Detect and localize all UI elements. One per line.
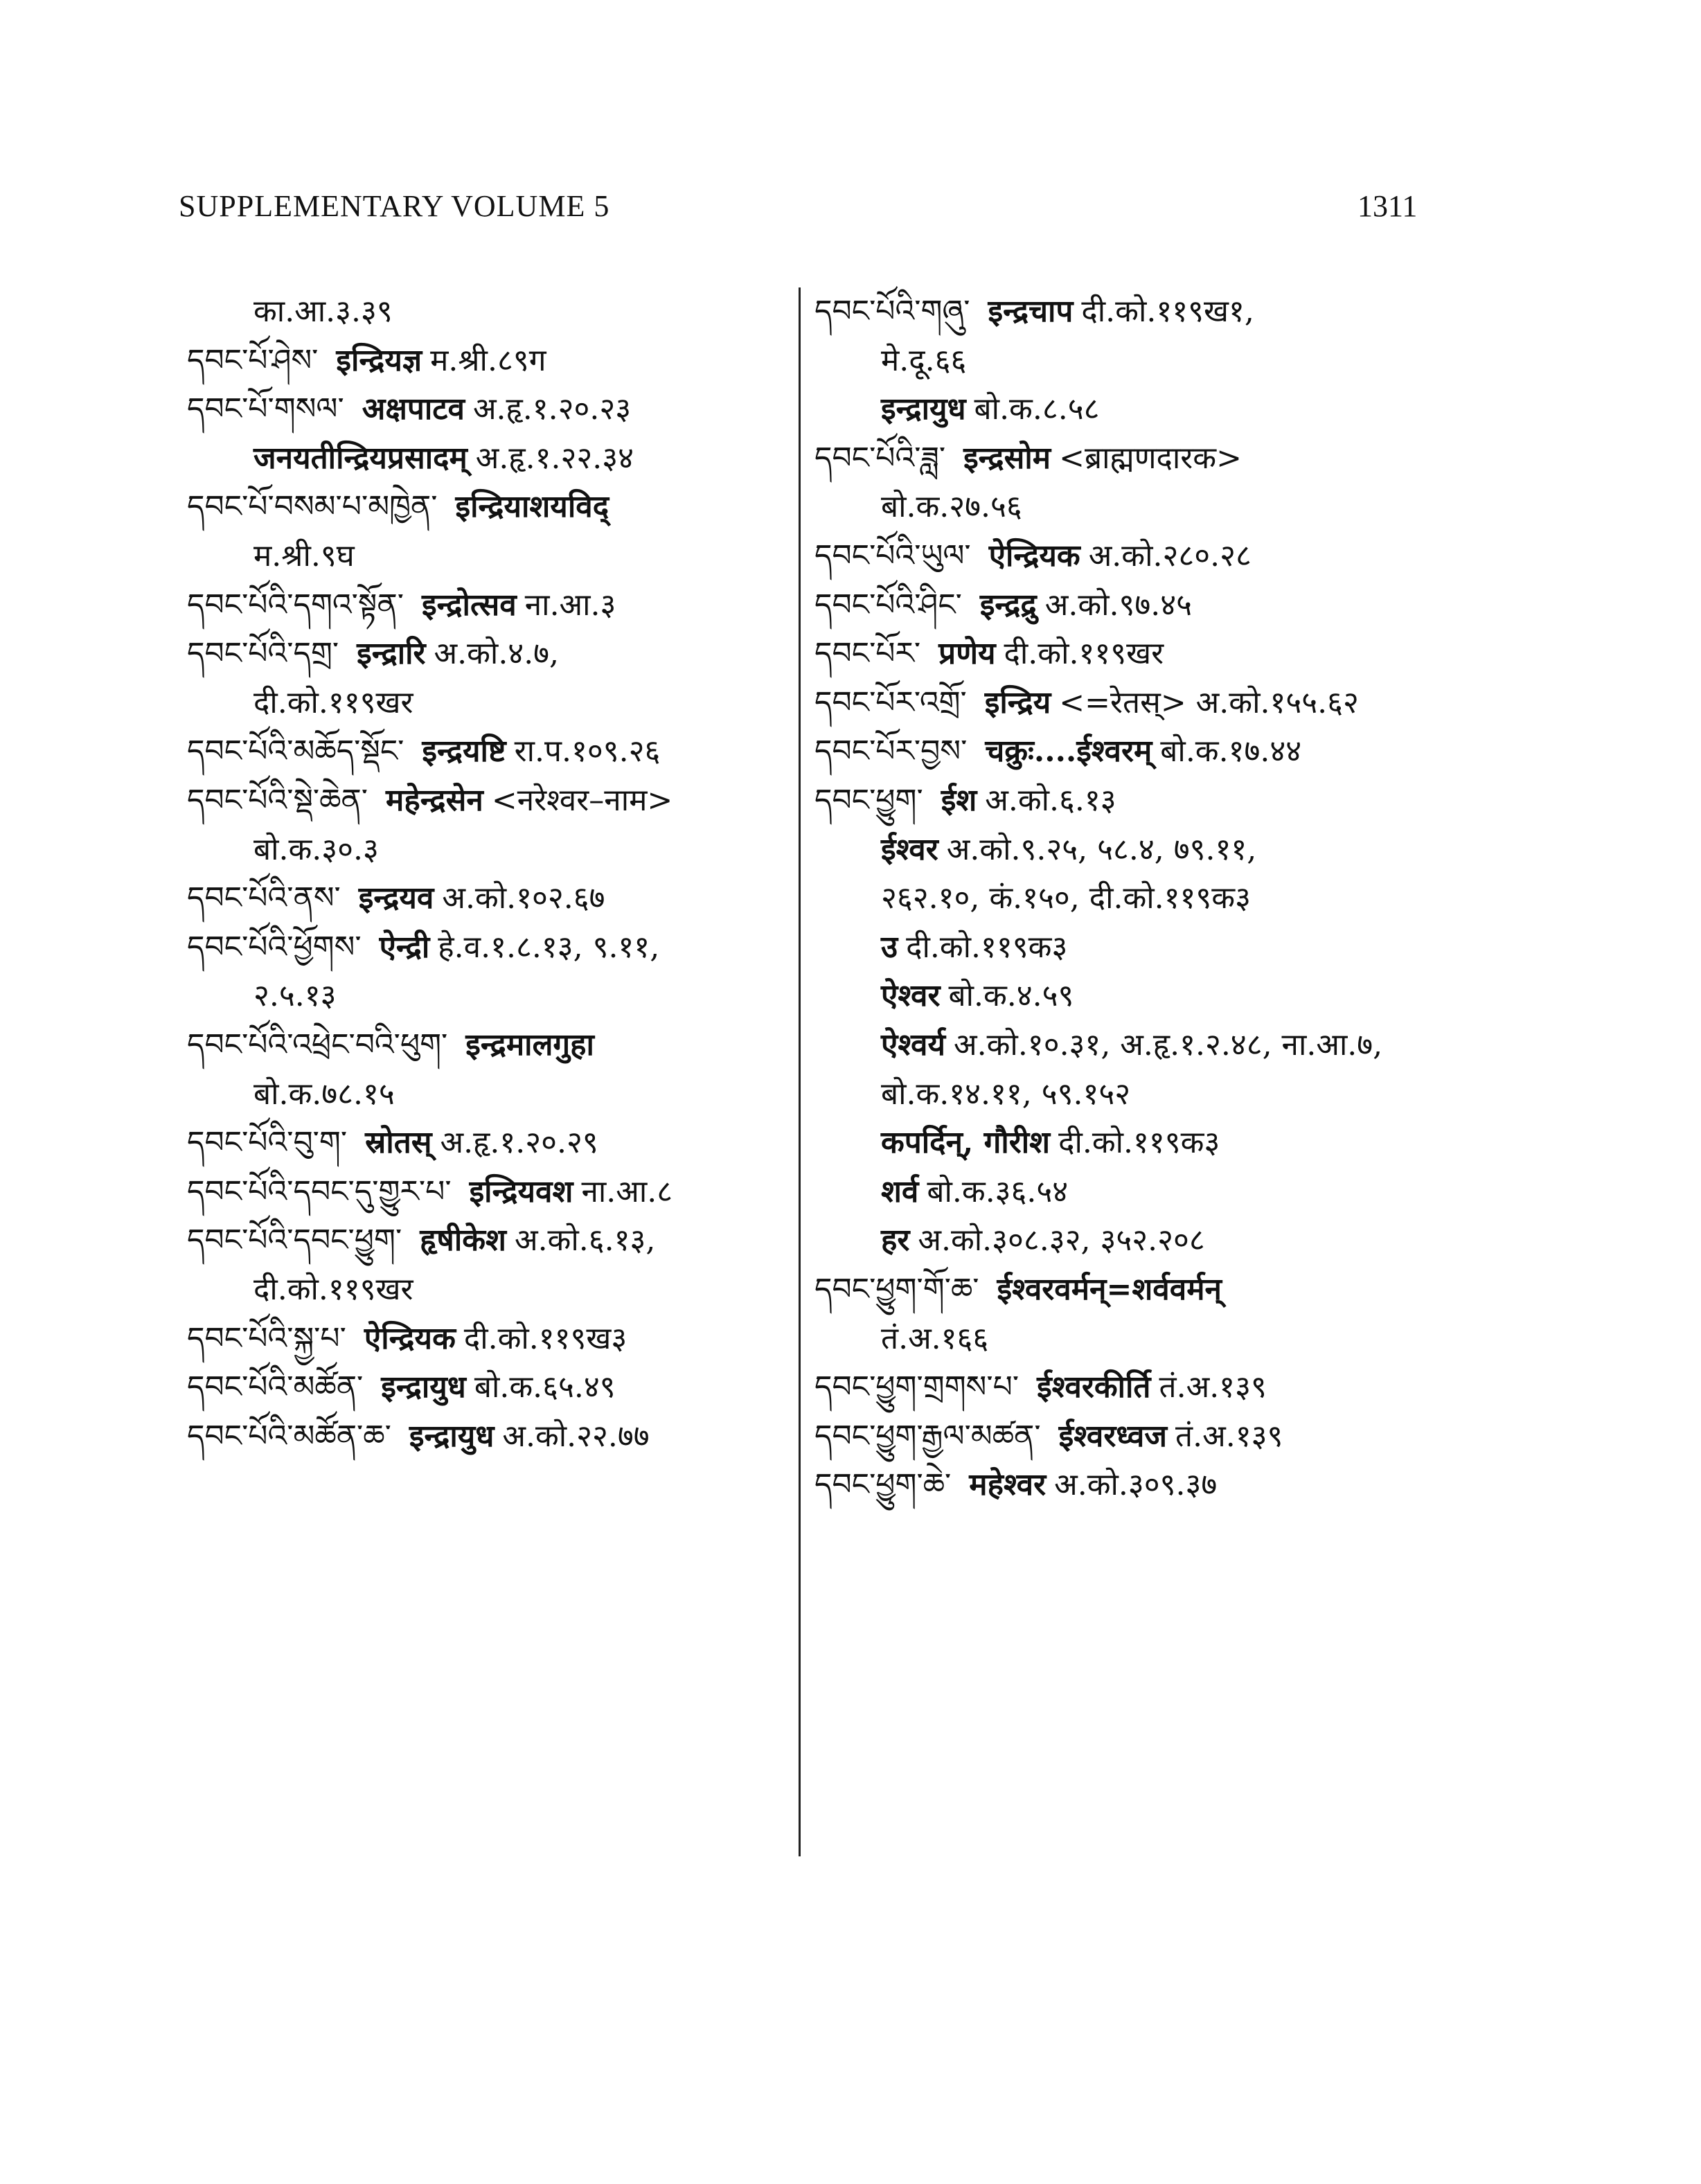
- entry-line: [814, 291, 1254, 332]
- tibetan-headword: དབང་ཕྱུག་: [814, 783, 923, 818]
- tibetan-headword: དབང་པོའི་སྐྱ་པ་: [187, 1321, 346, 1356]
- source-reference: बो.क.२७.५६: [881, 489, 1022, 524]
- source-reference: बो.क.८.५८: [974, 391, 1100, 427]
- sanskrit-equivalent: ऐश्वर्य: [881, 1027, 946, 1063]
- entry-line: [187, 1318, 627, 1360]
- entry-line: [253, 829, 379, 871]
- sanskrit-equivalent: ईश्वरवर्मन्=शर्ववर्मन्: [997, 1272, 1222, 1307]
- entry-line: [881, 975, 1074, 1017]
- source-reference: अ.को.२८०.२८: [1088, 538, 1252, 574]
- tibetan-headword: དབང་པོའི་དགྲ་: [187, 636, 339, 671]
- source-reference: बो.क.३०.३: [253, 832, 379, 867]
- entry-line: [881, 1074, 1130, 1115]
- sanskrit-equivalent: ईश: [941, 783, 977, 818]
- entry-line: [814, 535, 1252, 577]
- source-reference: <ब्राह्मणदारक>: [1059, 441, 1242, 476]
- tibetan-headword: དབང་པོའི་སྡེ་ཆེན་: [187, 783, 368, 818]
- tibetan-headword: དབང་ཕྱུག་རྒྱལ་མཚན་: [814, 1419, 1041, 1454]
- entry-line: [881, 1318, 988, 1360]
- tibetan-headword: དབང་པོའི་འཕྲེང་བའི་ཕུག་: [187, 1027, 448, 1063]
- source-reference: दी.को.११९खर: [253, 685, 413, 720]
- tibetan-headword: དབང་པོ་བསམ་པ་མཁྱེན་: [187, 489, 438, 524]
- entry-line: [253, 1074, 395, 1115]
- source-reference: का.आ.३.३९: [253, 294, 393, 329]
- source-reference: दी.को.११९ख१,: [1081, 294, 1254, 329]
- entry-line: [881, 1122, 1220, 1164]
- source-reference: २.५.१३: [253, 978, 337, 1013]
- entry-line: [187, 1171, 673, 1213]
- sanskrit-equivalent: इन्द्रद्रु: [979, 587, 1037, 623]
- tibetan-headword: དབང་པོར་: [814, 636, 921, 671]
- sanskrit-equivalent: हर: [881, 1223, 910, 1258]
- entry-line: [253, 438, 634, 479]
- source-reference: अ.हृ.१.२०.२३: [472, 391, 632, 427]
- entry-line: [881, 486, 1022, 528]
- source-reference: बो.क.१४.११, ५९.१५२: [881, 1076, 1131, 1112]
- tibetan-headword: དབང་ཕྱུག་ཆེ་: [814, 1467, 952, 1502]
- sanskrit-equivalent: ऐन्द्रियक: [988, 538, 1080, 574]
- tibetan-headword: དབང་པོའི་མཚོན་: [187, 1369, 364, 1405]
- tibetan-headword: དབང་པོའི་ཤིང་: [814, 587, 962, 623]
- source-reference: अ.हृ.१.२२.३४: [475, 441, 634, 476]
- entry-line: [881, 829, 1256, 871]
- tibetan-headword: དབང་པོའི་ནས་: [187, 880, 341, 916]
- source-reference: अ.को.९७.४५: [1044, 587, 1193, 623]
- source-reference: बो.क.४.५९: [948, 978, 1074, 1013]
- source-reference: <नरेश्वर–नाम>: [491, 783, 673, 818]
- sanskrit-equivalent: इन्द्रायुध: [381, 1369, 466, 1405]
- entry-line: [253, 535, 355, 577]
- tibetan-headword: དབང་པོའི་དབང་ཕྱུག་: [187, 1223, 402, 1258]
- tibetan-headword: དབང་ཕྱུག་གྲགས་པ་: [814, 1369, 1019, 1405]
- sanskrit-equivalent: ईश्वर: [881, 832, 938, 867]
- source-reference: <=रेतस्> अ.को.१५५.६२: [1059, 685, 1359, 720]
- source-reference: तं.अ.१३९: [1175, 1419, 1283, 1454]
- sanskrit-equivalent: इन्द्रायुध: [409, 1419, 495, 1454]
- source-reference: तं.अ.१३९: [1159, 1369, 1267, 1405]
- tibetan-headword: དབང་པོའི་གཞུ་: [814, 294, 970, 329]
- sanskrit-equivalent: इन्द्रारि: [357, 636, 426, 671]
- sanskrit-equivalent: ऐश्वर: [881, 978, 941, 1013]
- entry-line: [814, 731, 1301, 772]
- sanskrit-equivalent: इन्द्रियवश: [469, 1174, 573, 1209]
- source-reference: अ.को.६.१३: [985, 783, 1116, 818]
- sanskrit-equivalent: ईश्वरध्वज: [1058, 1419, 1168, 1454]
- entry-line: [814, 633, 1164, 675]
- source-reference: बो.क.१७.४४: [1160, 734, 1302, 769]
- entry-line: [814, 1367, 1267, 1408]
- tibetan-headword: དབང་པོ་ཤེས་: [187, 343, 319, 378]
- sanskrit-equivalent: शर्व: [881, 1174, 919, 1209]
- entry-line: [187, 878, 605, 919]
- source-reference: ना.आ.८: [581, 1174, 673, 1209]
- source-reference: बो.क.६५.४९: [474, 1369, 616, 1405]
- entry-line: [814, 438, 1242, 479]
- source-reference: अ.को.१०.३१, अ.हृ.१.२.४८, ना.आ.७,: [954, 1027, 1383, 1063]
- sanskrit-equivalent: इन्द्रिय: [984, 685, 1051, 720]
- source-reference: रा.प.१०९.२६: [514, 734, 661, 769]
- entry-line: [187, 1416, 650, 1457]
- tibetan-headword: དབང་པོའི་བུ་ག་: [187, 1125, 348, 1160]
- entry-line: [814, 1269, 1230, 1311]
- entry-line: [881, 1220, 1205, 1261]
- tibetan-headword: དབང་པོའི་མཆོད་སྡོང་: [187, 734, 404, 769]
- source-reference: बो.क.७८.१५: [253, 1076, 395, 1112]
- running-title: SUPPLEMENTARY VOLUME 5: [179, 189, 610, 223]
- sanskrit-equivalent: ईश्वरकीर्ति: [1037, 1369, 1151, 1405]
- entry-line: [814, 1416, 1283, 1457]
- source-reference: अ.को.३०८.३२, ३५२.२०८: [918, 1223, 1205, 1258]
- entry-line: [881, 927, 1067, 968]
- sanskrit-equivalent: हृषीकेश: [420, 1223, 506, 1258]
- tibetan-headword: དབང་པོའི་ཟླ་: [814, 441, 946, 476]
- tibetan-headword: དབང་པོའི་དགའ་སྟོན་: [187, 587, 404, 623]
- entry-line: [253, 1269, 413, 1311]
- source-reference: दी.को.११९खर: [253, 1272, 413, 1307]
- source-reference: अ.को.३०९.३७: [1054, 1467, 1218, 1502]
- entry-line: [187, 780, 673, 822]
- source-reference: म.श्री.८९ग: [430, 343, 546, 378]
- sanskrit-equivalent: ऐन्द्री: [379, 930, 430, 965]
- sanskrit-equivalent: इन्द्रयष्टि: [422, 734, 506, 769]
- entry-line: [814, 1464, 1217, 1506]
- source-reference: अ.को.१०२.६७: [442, 880, 605, 916]
- sanskrit-equivalent: इन्द्रचाप: [988, 294, 1074, 329]
- sanskrit-equivalent: इन्द्रमालगुहा: [465, 1027, 594, 1063]
- sanskrit-equivalent: स्रोतस्: [365, 1125, 432, 1160]
- sanskrit-equivalent: इन्द्रियज्ञ: [336, 343, 422, 378]
- source-reference: म.श्री.९घ: [253, 538, 355, 574]
- sanskrit-equivalent: कपर्दिन्, गौरीश: [881, 1125, 1051, 1160]
- tibetan-headword: དབང་པོའི་ཕྱོགས་: [187, 930, 362, 965]
- entry-line: [881, 1024, 1382, 1066]
- entry-line: [187, 1024, 603, 1066]
- source-reference: तं.अ.१६६: [881, 1321, 989, 1356]
- source-reference: अ.को.६.१३,: [514, 1223, 656, 1258]
- entry-line: [253, 682, 413, 724]
- source-reference: हे.व.१.८.१३, ९.११,: [438, 930, 660, 965]
- source-reference: दी.को.११९क३: [1058, 1125, 1220, 1160]
- sanskrit-equivalent: ऐन्द्रियक: [364, 1321, 456, 1356]
- entry-line: [187, 389, 631, 430]
- sanskrit-equivalent: महेन्द्रसेन: [386, 783, 483, 818]
- entry-line: [253, 291, 393, 332]
- source-reference: मे.दू.६६: [881, 343, 967, 378]
- entry-line: [187, 1220, 655, 1261]
- tibetan-headword: དབང་ཕྱུག་གོ་ཆ་: [814, 1272, 979, 1307]
- source-reference: दी.को.११९क३: [906, 930, 1068, 965]
- entry-line: [881, 340, 966, 382]
- entry-line: [187, 585, 616, 626]
- source-reference: दी.को.११९ख३: [463, 1321, 627, 1356]
- sanskrit-equivalent: प्रणेय: [938, 636, 996, 671]
- source-reference: बो.क.३६.५४: [927, 1174, 1069, 1209]
- page-number: 1311: [1357, 189, 1418, 223]
- entry-line: [187, 340, 546, 382]
- column-divider: [799, 287, 801, 1856]
- entry-line: [187, 731, 660, 772]
- sanskrit-equivalent: अक्षपाटव: [362, 391, 465, 427]
- entry-line: [187, 1367, 616, 1408]
- entry-line: [187, 1122, 598, 1164]
- source-reference: अ.को.२२.७७: [502, 1419, 650, 1454]
- tibetan-headword: དབང་པོར་འགྲོ་: [814, 685, 967, 720]
- source-reference: ना.आ.३: [524, 587, 616, 623]
- source-reference: अ.को.९.२५, ५८.४, ७९.११,: [946, 832, 1257, 867]
- sanskrit-equivalent: उ: [881, 930, 898, 965]
- tibetan-headword: དབང་པོའི་དབང་དུ་གྱུར་པ་: [187, 1174, 452, 1209]
- entry-line: [881, 878, 1251, 919]
- source-reference: अ.को.४.७,: [434, 636, 560, 671]
- sanskrit-equivalent: इन्द्रियाशयविद्: [455, 489, 609, 524]
- sanskrit-equivalent: इन्द्रसोम: [963, 441, 1051, 476]
- sanskrit-equivalent: महेश्वर: [969, 1467, 1047, 1502]
- sanskrit-equivalent: इन्द्रयव: [358, 880, 434, 916]
- entry-line: [187, 633, 559, 675]
- sanskrit-equivalent: इन्द्रायुध: [881, 391, 966, 427]
- sanskrit-equivalent: जनयतीन्द्रियप्रसादम्: [253, 441, 467, 476]
- sanskrit-equivalent: चक्रुः....ईश्वरम्: [985, 734, 1152, 769]
- sanskrit-equivalent: इन्द्रोत्सव: [421, 587, 517, 623]
- entry-line: [253, 975, 337, 1017]
- entry-line: [187, 486, 617, 528]
- source-reference: अ.हृ.१.२०.२९: [440, 1125, 598, 1160]
- tibetan-headword: དབང་པོའི་ཡུལ་: [814, 538, 971, 574]
- tibetan-headword: དབང་པོར་བྱས་: [814, 734, 968, 769]
- entry-line: [814, 682, 1359, 724]
- entry-line: [814, 585, 1192, 626]
- entry-line: [881, 389, 1099, 430]
- entry-line: [881, 1171, 1068, 1213]
- tibetan-headword: དབང་པོའི་མཚོན་ཆ་: [187, 1419, 391, 1454]
- source-reference: २६२.१०, कं.१५०, दी.को.११९क३: [881, 880, 1251, 916]
- entry-line: [187, 927, 659, 968]
- tibetan-headword: དབང་པོ་གསལ་: [187, 391, 344, 427]
- source-reference: दी.को.११९खर: [1004, 636, 1164, 671]
- entry-line: [814, 780, 1116, 822]
